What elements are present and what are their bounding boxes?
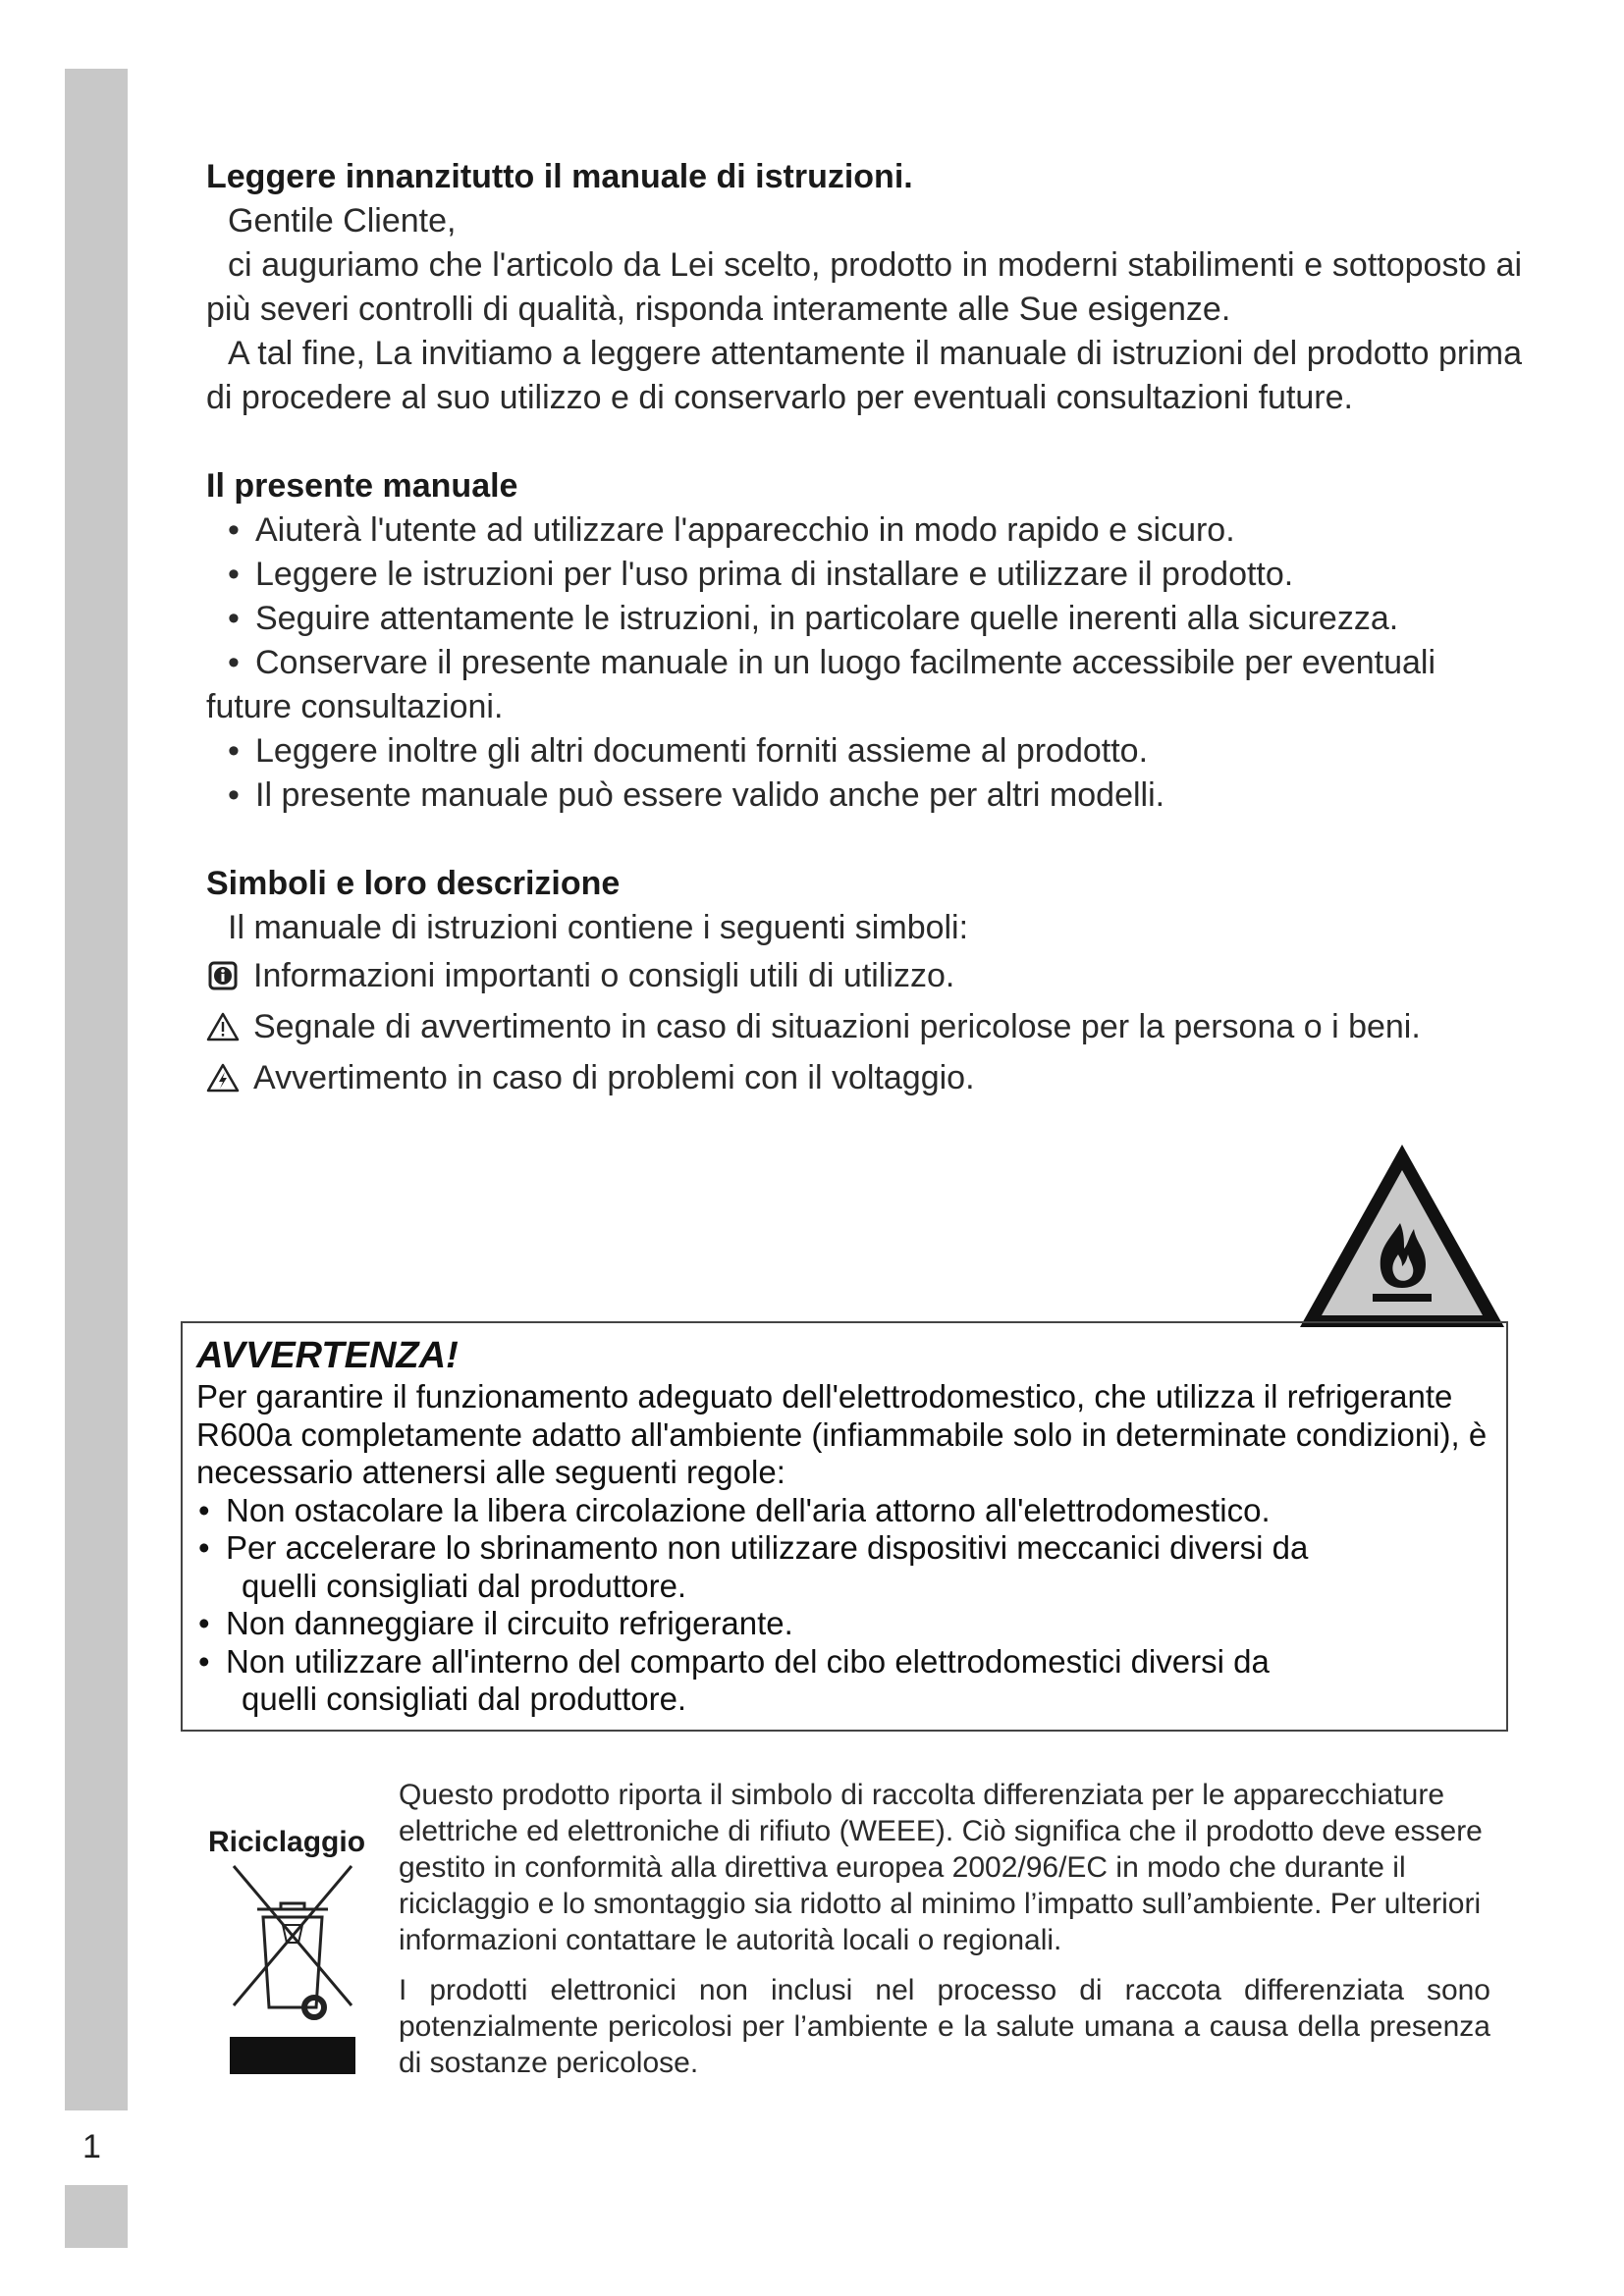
symbol-text-info: Informazioni importanti o consigli utili di utilizzo. [253, 956, 955, 994]
intro-paragraph-2: A tal fine, La invitiamo a leggere attentamente il manuale di istruzioni del prodotto prima di procedere al suo utilizzo e di conservarlo per eventuali consultazioni future. [206, 335, 1522, 416]
warning-item-continuation: quelli consigliati dal produttore. [242, 1567, 687, 1604]
info-icon [206, 959, 240, 992]
manual-item: • Conservare il presente manuale in un luogo facilmente accessibile per eventuali future consultazioni. [206, 641, 1522, 729]
main-content [206, 155, 1522, 1103]
warning-item: • Non utilizzare all'interno del comparto del cibo elettrodomestici diversi da [196, 1643, 1492, 1682]
symbol-row-info [206, 950, 1522, 1001]
bullet-dot: • [228, 511, 240, 549]
warning-item: • Per accelerare lo sbrinamento non utilizzare dispositivi meccanici diversi da [196, 1529, 1492, 1568]
symbol-text-warning: Segnale di avvertimento in caso di situazioni pericolose per la persona o i beni. [253, 1007, 1421, 1045]
warning-item: • Non ostacolare la libera circolazione dell'aria attorno all'elettrodomestico. [196, 1492, 1492, 1530]
bullet-dot: • [228, 600, 240, 637]
recycling-paragraph-2: I prodotti elettronici non inclusi nel processo di raccota differenziata sono potenzialmente pericolosi per l’ambiente e la salute umana a causa della presenza di sostanze pericolose. [399, 1974, 1490, 2079]
manual-item: • Seguire attentamente le istruzioni, in particolare quelle inerenti alla sicurezza. [206, 597, 1522, 641]
manual-item: • Aiuterà l'utente ad utilizzare l'apparecchio in modo rapido e sicuro. [206, 508, 1522, 553]
warning-item: • Non danneggiare il circuito refrigerante. [196, 1605, 1492, 1643]
intro-paragraph-1: ci auguriamo che l'articolo da Lei scelto, prodotto in moderni stabilimenti e sottoposto ai più severi controlli di qualità, risponda interamente alle Sue esigenze. [206, 246, 1522, 328]
recycling-label: Riciclaggio [208, 1826, 366, 1858]
side-bar-bottom [65, 2185, 128, 2248]
recycling-paragraph-1: Questo prodotto riporta il simbolo di raccolta differenziata per le apparecchiature elettriche ed elettroniche di rifiuto (WEEE). Ciò significa che il prodotto deve essere gestito in conformità alla direttiva europea 2002/96/EC in modo che durante il riciclaggio e lo smontaggio sia ridotto al minimo l’impatto sull’ambiente. Per ulteriori informazioni contattare le autorità locali o regionali. [399, 1779, 1483, 1956]
warning-box [181, 1321, 1508, 1732]
symbols-section-title: Simboli e loro descrizione [206, 865, 621, 902]
crossed-out-bin-icon [226, 1860, 359, 2076]
bullet-dot: • [228, 732, 240, 770]
bullet-dot: • [228, 644, 240, 681]
manual-item: • Leggere inoltre gli altri documenti forniti assieme al prodotto. [206, 729, 1522, 774]
intro-title: Leggere innanzitutto il manuale di istruzioni. [206, 158, 913, 195]
manual-section-title: Il presente manuale [206, 467, 518, 505]
manual-item: • Il presente manuale può essere valido anche per altri modelli. [206, 774, 1522, 818]
symbols-intro: Il manuale di istruzioni contiene i seguenti simboli: [228, 909, 969, 946]
warning-intro: Per garantire il funzionamento adeguato dell'elettrodomestico, che utilizza il refrigerante R600a completamente adatto all'ambiente (infiammabile solo in determinate condizioni), è necessario attenersi alle seguenti regole: [196, 1378, 1488, 1490]
warning-triangle-icon [206, 1010, 240, 1043]
page-number: 1 [82, 2128, 101, 2165]
manual-item: • Leggere le istruzioni per l'uso prima di installare e utilizzare il prodotto. [206, 553, 1522, 597]
flammable-warning-sign [1294, 1139, 1510, 1335]
side-bar-top [65, 69, 128, 2110]
bullet-dot: • [228, 556, 240, 593]
warning-item-continuation: quelli consigliati dal produttore. [242, 1681, 687, 1717]
recycling-text [399, 1777, 1490, 2081]
intro-greeting: Gentile Cliente, [228, 202, 457, 240]
symbol-row-voltage [206, 1052, 1522, 1103]
bullet-dot: • [228, 776, 240, 814]
voltage-warning-icon [206, 1061, 240, 1095]
symbol-text-voltage: Avvertimento in caso di problemi con il voltaggio. [253, 1058, 975, 1096]
symbol-row-warning [206, 1001, 1522, 1052]
warning-title: AVVERTENZA! [196, 1335, 459, 1376]
